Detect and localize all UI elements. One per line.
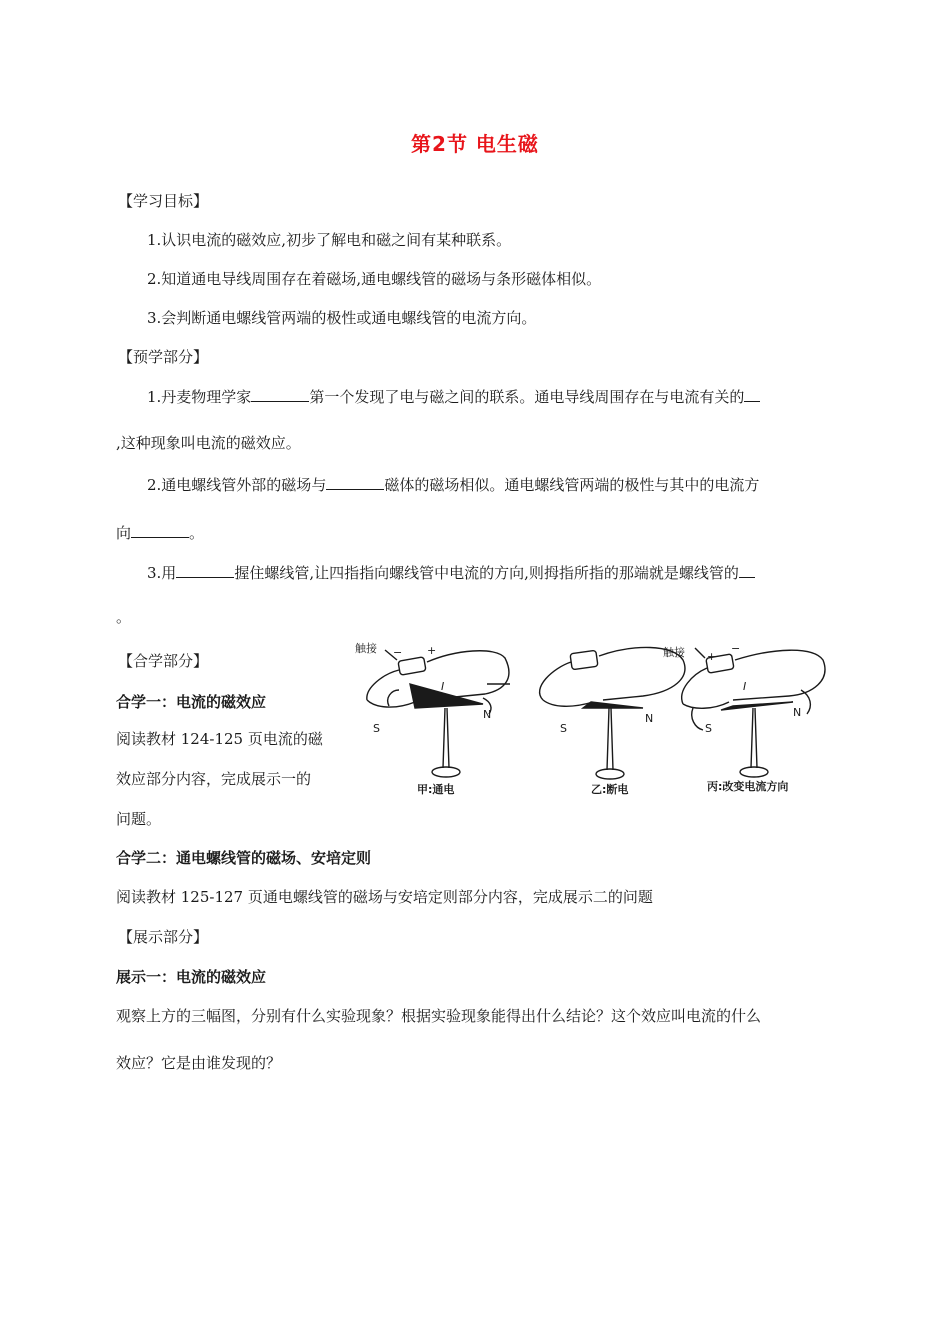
current-label: I xyxy=(743,680,747,693)
q2-text-a: 2.通电螺线管外部的磁场与 xyxy=(147,476,327,494)
contact-arrow-icon xyxy=(695,648,705,658)
pole-s: S xyxy=(560,722,567,735)
q1-text-a: 1.丹麦物理学家 xyxy=(147,388,252,406)
coop-text-line: 阅读教材 124-125 页电流的磁 xyxy=(116,730,323,748)
preview-question-3 xyxy=(147,562,755,583)
coop-text-line: 问题。 xyxy=(116,810,162,828)
panel-3-wire xyxy=(682,648,825,777)
goal-item: 1.认识电流的磁效应,初步了解电和磁之间有某种联系。 xyxy=(147,231,512,249)
answer-blank[interactable] xyxy=(739,563,755,578)
caption-3: 丙:改变电流方向 xyxy=(707,780,789,793)
answer-blank[interactable] xyxy=(326,475,384,490)
minus-sign: − xyxy=(731,642,741,655)
section-cooperate: 【合学部分】 xyxy=(118,652,209,670)
page-title: 第2节 电生磁 xyxy=(411,132,539,156)
q1-text-c: ,这种现象叫电流的磁效应。 xyxy=(116,434,301,452)
pole-s: S xyxy=(373,722,380,735)
q2-text-c: 向 xyxy=(116,524,132,542)
answer-blank[interactable] xyxy=(176,563,234,578)
show-heading-1: 展示一：电流的磁效应 xyxy=(116,968,267,986)
show-question-line: 观察上方的三幅图，分别有什么实验现象？根据实验现象能得出什么结论？这个效应叫电流的什么 xyxy=(116,1007,762,1025)
battery-icon xyxy=(570,650,598,669)
caption-1: 甲:通电 xyxy=(417,783,455,796)
compass-needle-icon xyxy=(410,684,483,708)
answer-blank[interactable] xyxy=(131,523,189,538)
compass-needle-icon xyxy=(583,702,643,708)
contact-label: 触接 xyxy=(355,642,377,655)
section-goals: 【学习目标】 xyxy=(118,192,209,210)
q2-text-d: 。 xyxy=(189,524,205,542)
goal-item: 2.知道通电导线周围存在着磁场,通电螺线管的磁场与条形磁体相似。 xyxy=(147,270,602,288)
preview-question-2-cont xyxy=(116,522,204,543)
q3-text-a: 3.用 xyxy=(147,564,177,582)
answer-blank[interactable] xyxy=(744,387,760,402)
section-preview: 【预学部分】 xyxy=(118,348,209,366)
battery-icon xyxy=(398,657,426,675)
q2-text-b: 磁体的磁场相似。通电螺线管两端的极性与其中的电流方 xyxy=(384,476,760,494)
coop-text-line: 效应部分内容，完成展示一的 xyxy=(116,770,312,788)
panel-2-wire xyxy=(540,647,685,779)
compass-needle-icon xyxy=(721,702,793,710)
pole-n: N xyxy=(793,706,802,719)
coop-heading-2: 合学二：通电螺线管的磁场、安培定则 xyxy=(116,849,372,867)
preview-question-2 xyxy=(147,474,759,495)
preview-question-1 xyxy=(147,386,760,407)
q3-text-c: 。 xyxy=(116,608,132,626)
rotation-arrow-icon xyxy=(388,690,399,706)
plus-sign: + xyxy=(707,650,717,663)
answer-blank[interactable] xyxy=(251,387,309,402)
current-label: I xyxy=(441,680,445,693)
plus-sign: + xyxy=(427,644,437,657)
coop-text-2: 阅读教材 125-127 页通电螺线管的磁场与安培定则部分内容，完成展示二的问题 xyxy=(116,888,653,906)
caption-2: 乙:断电 xyxy=(591,783,629,796)
rotation-arrow-icon xyxy=(692,708,703,730)
pole-s: S xyxy=(705,722,712,735)
section-show: 【展示部分】 xyxy=(118,928,209,946)
q3-text-b: 握住螺线管,让四指指向螺线管中电流的方向,则拇指所指的那端就是螺线管的 xyxy=(234,564,739,582)
coop-heading-1: 合学一：电流的磁效应 xyxy=(116,693,267,711)
show-question-line: 效应？它是由谁发现的？ xyxy=(116,1054,282,1072)
minus-sign: − xyxy=(393,646,403,659)
goal-item: 3.会判断通电螺线管两端的极性或通电螺线管的电流方向。 xyxy=(147,309,537,327)
pole-n: N xyxy=(645,712,654,725)
contact-label: 触接 xyxy=(663,646,685,659)
pole-n: N xyxy=(483,708,492,721)
experiment-figure xyxy=(355,638,835,806)
q1-text-b: 第一个发现了电与磁之间的联系。通电导线周围存在与电流有关的 xyxy=(309,388,745,406)
